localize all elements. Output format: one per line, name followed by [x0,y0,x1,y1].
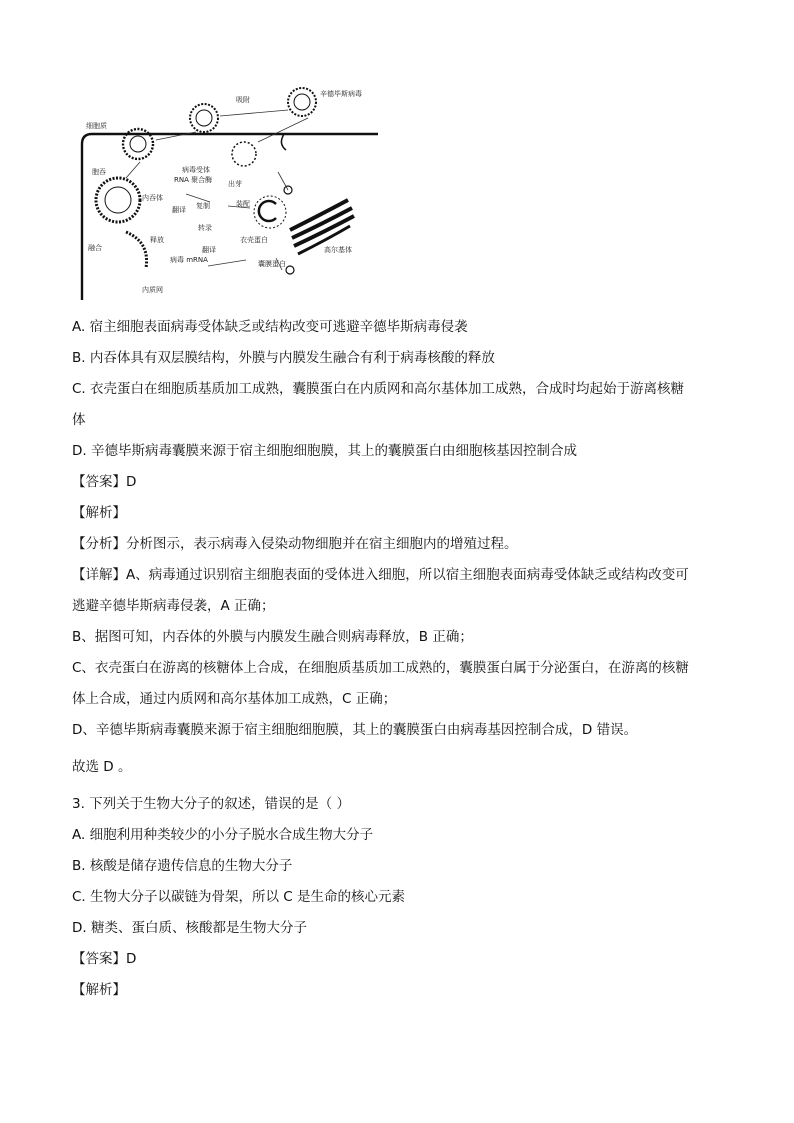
q3-option-a: A. 细胞利用种类较少的小分子脱水合成生物大分子 [72,827,374,843]
q3-option-c: C. 生物大分子以碳链为骨架，所以 C 是生命的核心元素 [72,889,406,905]
q3-stem: 3. 下列关于生物大分子的叙述，错误的是（ ） [72,796,350,812]
q2-detail-6: D、辛德毕斯病毒囊膜来源于宿主细胞细胞膜，其上的囊膜蛋白由病毒基因控制合成，D 错误。 [72,722,638,738]
q2-option-b: B. 内吞体具有双层膜结构，外膜与内膜发生融合有利于病毒核酸的释放 [72,350,495,366]
virus-lifecycle-figure [78,82,378,302]
q3-option-b: B. 核酸是储存遗传信息的生物大分子 [72,858,293,874]
q3-analysis-title: 【解析】 [72,982,126,998]
label-replicate: 复制 [196,202,210,210]
q2-conclusion: 故选 D 。 [72,759,132,775]
label-cytoplasm: 细胞质 [86,122,107,130]
q2-answer: 【答案】D [72,474,137,490]
label-capsid: 衣壳蛋白 [240,236,268,244]
fusion-membrane [126,232,147,268]
q2-detail-1: 【详解】A、病毒通过识别宿主细胞表面的受体进入细胞，所以宿主细胞表面病毒受体缺乏或结构改变可 [72,567,689,583]
label-transcribe: 转录 [198,224,212,232]
q2-detail-4: C、衣壳蛋白在游离的核糖体上合成，在细胞质基质加工成熟的，囊膜蛋白属于分泌蛋白，在游离的核糖 [72,660,689,676]
q2-detail-2: 逃避辛德毕斯病毒侵袭，A 正确； [72,598,275,614]
label-release: 释放 [150,236,164,244]
label-translate1: 翻译 [172,206,186,214]
label-rna-polymerase: RNA 聚合酶 [174,176,213,184]
label-viral-mrna: 病毒 mRNA [170,256,208,264]
q3-option-d: D. 糖类、蛋白质、核酸都是生物大分子 [72,920,307,936]
label-bud: 出芽 [228,180,242,188]
virus-particle [190,104,218,132]
label-adsorption: 吸附 [236,96,250,104]
label-translate2: 翻译 [202,246,216,254]
label-fusion: 融合 [88,244,102,252]
q2-detail-5: 体上合成，通过内质网和高尔基体加工成熟，C 正确； [72,691,397,707]
q2-detail-3: B、据图可知，内吞体的外膜与内膜发生融合则病毒释放，B 正确； [72,629,473,645]
q2-option-c-cont: 体 [72,412,86,428]
endosome [96,178,140,222]
virus-lifecycle-diagram [78,82,378,302]
label-endocytosis: 胞吞 [92,168,106,176]
q2-analysis-title: 【解析】 [72,505,126,521]
virus-particle [288,88,316,116]
budding-virus [232,142,256,166]
label-assemble: 装配 [236,200,250,208]
q3-answer: 【答案】D [72,951,137,967]
label-endosome: 内吞体 [142,194,163,202]
q2-option-d: D. 辛德毕斯病毒囊膜来源于宿主细胞细胞膜，其上的囊膜蛋白由细胞核基因控制合成 [72,443,577,459]
label-receptor: 病毒受体 [182,166,210,174]
label-golgi: 高尔基体 [324,246,352,254]
assembly-nucleocapsid [259,201,276,221]
q2-fenxi: 【分析】分析图示，表示病毒入侵染动物细胞并在宿主细胞内的增殖过程。 [72,536,518,552]
label-envelope-protein: 囊膜蛋白 [258,260,286,268]
label-virus: 辛德毕斯病毒 [320,90,362,98]
q2-option-c: C. 衣壳蛋白在细胞质基质加工成熟，囊膜蛋白在内质网和高尔基体加工成熟，合成时均起始于游离核糖 [72,381,685,397]
label-er: 内质网 [142,286,163,294]
q2-option-a: A. 宿主细胞表面病毒受体缺乏或结构改变可逃避辛德毕斯病毒侵袭 [72,319,468,335]
